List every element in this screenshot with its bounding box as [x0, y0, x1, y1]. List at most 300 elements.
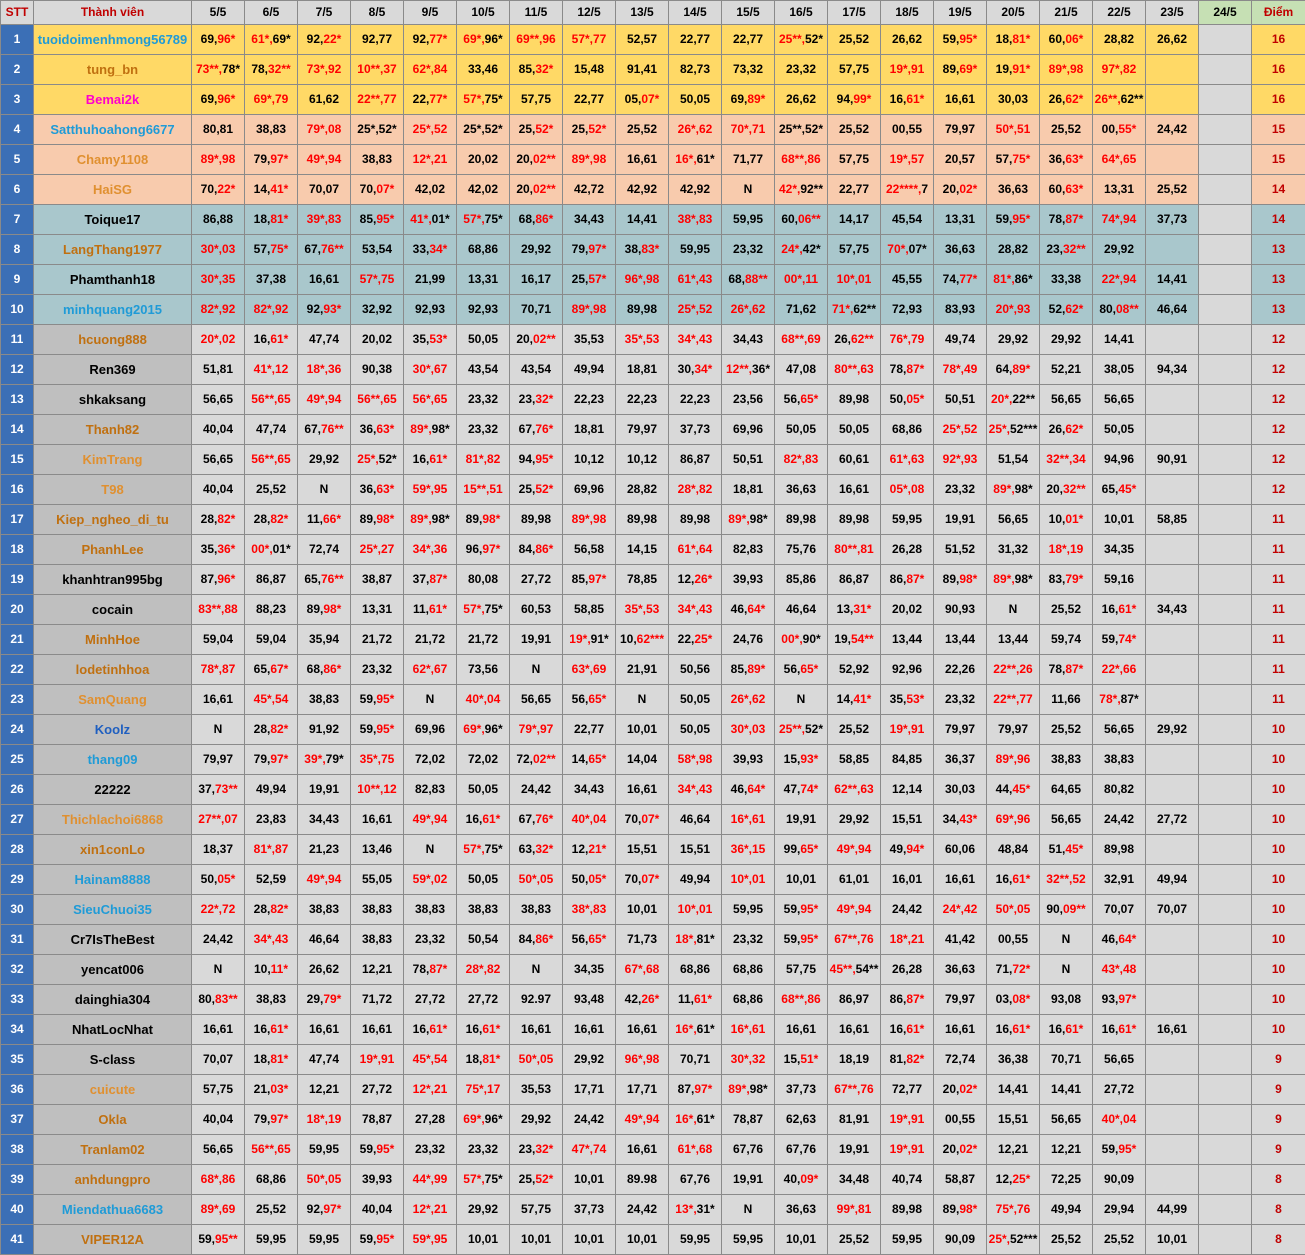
- day-result-cell: 68,86: [881, 415, 934, 445]
- day-result-cell: 56**,65: [245, 1135, 298, 1165]
- day-result-cell: 62*,84: [404, 55, 457, 85]
- day-result-cell: [1199, 1105, 1252, 1135]
- day-result-cell: 57,75: [828, 145, 881, 175]
- day-result-cell: 30*,03: [722, 715, 775, 745]
- day-result-cell: 60,63*: [1040, 175, 1093, 205]
- day-result-cell: 60,06**: [775, 205, 828, 235]
- day-result-cell: 24,42: [616, 1195, 669, 1225]
- day-result-cell: 32**,34: [1040, 445, 1093, 475]
- day-result-cell: 68**,86: [775, 985, 828, 1015]
- day-result-cell: 11,66*: [298, 505, 351, 535]
- table-row: [1, 205, 1305, 235]
- member-name: MinhHoe: [34, 625, 192, 655]
- day-result-cell: N: [192, 715, 245, 745]
- day-result-cell: 26,62: [1146, 25, 1199, 55]
- day-result-cell: 52,21: [1040, 355, 1093, 385]
- table-row: [1, 715, 1305, 745]
- day-result-cell: 22*,72: [192, 895, 245, 925]
- day-result-cell: 34,43: [298, 805, 351, 835]
- day-result-cell: 81*,87: [245, 835, 298, 865]
- member-name: Koolz: [34, 715, 192, 745]
- day-result-cell: 49,74: [934, 325, 987, 355]
- day-result-cell: 56,58: [563, 535, 616, 565]
- day-result-cell: 51,81: [192, 355, 245, 385]
- day-result-cell: 57*,75: [351, 265, 404, 295]
- day-result-cell: 42,72: [563, 175, 616, 205]
- day-result-cell: 87,97*: [669, 1075, 722, 1105]
- day-result-cell: 93,08: [1040, 985, 1093, 1015]
- day-result-cell: 67**,76: [828, 1075, 881, 1105]
- day-result-cell: 29,92: [1093, 235, 1146, 265]
- day-result-cell: 71,62: [775, 295, 828, 325]
- day-result-cell: 19,91: [510, 625, 563, 655]
- day-result-cell: 26*,62: [669, 115, 722, 145]
- day-result-cell: 28,82*: [245, 715, 298, 745]
- day-result-cell: 28,82*: [192, 505, 245, 535]
- day-result-cell: 68,86*: [510, 205, 563, 235]
- day-result-cell: 56,65*: [775, 655, 828, 685]
- day-result-cell: [1146, 775, 1199, 805]
- day-result-cell: 21,99: [404, 265, 457, 295]
- day-result-cell: 19,91*: [987, 55, 1040, 85]
- day-result-cell: 50,51: [934, 385, 987, 415]
- day-result-cell: 41*,01*: [404, 205, 457, 235]
- member-name: xin1conLo: [34, 835, 192, 865]
- day-result-cell: 19,91: [934, 505, 987, 535]
- day-result-cell: [1146, 325, 1199, 355]
- header-date: 10/5: [457, 1, 510, 25]
- day-result-cell: 57*,75*: [457, 85, 510, 115]
- table-row: [1, 1105, 1305, 1135]
- day-result-cell: 25,52: [1040, 715, 1093, 745]
- day-result-cell: 12,21: [1040, 1135, 1093, 1165]
- day-result-cell: 45,54: [881, 205, 934, 235]
- table-row: [1, 805, 1305, 835]
- day-result-cell: 59,95: [722, 895, 775, 925]
- day-result-cell: 69,96: [404, 715, 457, 745]
- day-result-cell: 90,09**: [1040, 895, 1093, 925]
- day-result-cell: 22**,77: [987, 685, 1040, 715]
- day-result-cell: 18,81*: [245, 1045, 298, 1075]
- header-date: 12/5: [563, 1, 616, 25]
- day-result-cell: 89*,98*: [987, 475, 1040, 505]
- day-result-cell: [1199, 265, 1252, 295]
- score-cell: 10: [1252, 745, 1305, 775]
- day-result-cell: 23,32: [722, 925, 775, 955]
- table-row: [1, 955, 1305, 985]
- score-cell: 13: [1252, 235, 1305, 265]
- day-result-cell: 16,61: [616, 775, 669, 805]
- day-result-cell: 30*,32: [722, 1045, 775, 1075]
- day-result-cell: 92,77: [351, 25, 404, 55]
- day-result-cell: [1146, 625, 1199, 655]
- day-result-cell: 23,32: [934, 685, 987, 715]
- header-date: 14/5: [669, 1, 722, 25]
- day-result-cell: 16,61*: [1093, 1015, 1146, 1045]
- table-row: [1, 685, 1305, 715]
- day-result-cell: 63*,69: [563, 655, 616, 685]
- day-result-cell: 49,94*: [881, 835, 934, 865]
- day-result-cell: 90,93: [934, 595, 987, 625]
- day-result-cell: 58,85: [1146, 505, 1199, 535]
- day-result-cell: 26,62**: [828, 325, 881, 355]
- day-result-cell: [1199, 985, 1252, 1015]
- day-result-cell: 49,94: [669, 865, 722, 895]
- day-result-cell: 59*,95: [404, 1225, 457, 1255]
- day-result-cell: 16,61: [1146, 1015, 1199, 1045]
- table-row: [1, 415, 1305, 445]
- day-result-cell: 14,17: [828, 205, 881, 235]
- day-result-cell: [1199, 775, 1252, 805]
- day-result-cell: 03,08*: [987, 985, 1040, 1015]
- day-result-cell: 51,54: [987, 445, 1040, 475]
- day-result-cell: 00*,01*: [245, 535, 298, 565]
- day-result-cell: 20,32**: [1040, 475, 1093, 505]
- score-cell: 10: [1252, 955, 1305, 985]
- row-number: 3: [1, 85, 34, 115]
- day-result-cell: 46,64: [669, 805, 722, 835]
- day-result-cell: 16,61*: [457, 805, 510, 835]
- row-number: 40: [1, 1195, 34, 1225]
- day-result-cell: 64*,65: [1093, 145, 1146, 175]
- day-result-cell: 56,65: [987, 505, 1040, 535]
- day-result-cell: 59,95*: [351, 685, 404, 715]
- day-result-cell: 16,61: [828, 475, 881, 505]
- day-result-cell: 92,93: [457, 295, 510, 325]
- day-result-cell: 33,34*: [404, 235, 457, 265]
- day-result-cell: N: [987, 595, 1040, 625]
- day-result-cell: 12**,36*: [722, 355, 775, 385]
- day-result-cell: 37,38: [245, 265, 298, 295]
- day-result-cell: 69*,96*: [457, 1105, 510, 1135]
- day-result-cell: 22,25*: [669, 625, 722, 655]
- day-result-cell: 32**,52: [1040, 865, 1093, 895]
- day-result-cell: 75*,76: [987, 1195, 1040, 1225]
- day-result-cell: 24*,42: [934, 895, 987, 925]
- day-result-cell: 24,42: [192, 925, 245, 955]
- day-result-cell: 21,91: [616, 655, 669, 685]
- score-cell: 12: [1252, 445, 1305, 475]
- day-result-cell: 18,81: [563, 415, 616, 445]
- day-result-cell: 84,85: [881, 745, 934, 775]
- day-result-cell: 13,31: [457, 265, 510, 295]
- day-result-cell: 71,73: [616, 925, 669, 955]
- day-result-cell: 26,62: [775, 85, 828, 115]
- day-result-cell: 15,51: [881, 805, 934, 835]
- day-result-cell: 16*,61*: [669, 1015, 722, 1045]
- header-date: 8/5: [351, 1, 404, 25]
- day-result-cell: 16,61*: [245, 1015, 298, 1045]
- day-result-cell: 56,65: [1093, 1045, 1146, 1075]
- day-result-cell: 57,75: [510, 85, 563, 115]
- day-result-cell: 18*,81*: [669, 925, 722, 955]
- day-result-cell: 94,34: [1146, 355, 1199, 385]
- row-number: 31: [1, 925, 34, 955]
- day-result-cell: [1146, 475, 1199, 505]
- row-number: 11: [1, 325, 34, 355]
- day-result-cell: 10,01*: [1040, 505, 1093, 535]
- day-result-cell: [1146, 145, 1199, 175]
- day-result-cell: 92.97: [510, 985, 563, 1015]
- day-result-cell: 38,83: [245, 985, 298, 1015]
- day-result-cell: 19*,91: [881, 55, 934, 85]
- member-name: khanhtran995bg: [34, 565, 192, 595]
- row-number: 34: [1, 1015, 34, 1045]
- day-result-cell: 34,43*: [934, 805, 987, 835]
- day-result-cell: 73*,92: [298, 55, 351, 85]
- day-result-cell: [1199, 1195, 1252, 1225]
- day-result-cell: 38,83: [351, 145, 404, 175]
- day-result-cell: 10,11*: [245, 955, 298, 985]
- day-result-cell: 35,36*: [192, 535, 245, 565]
- day-result-cell: [1146, 655, 1199, 685]
- day-result-cell: 39,93: [351, 1165, 404, 1195]
- day-result-cell: 14,65*: [563, 745, 616, 775]
- day-result-cell: 38,83: [404, 895, 457, 925]
- day-result-cell: 30*,67: [404, 355, 457, 385]
- day-result-cell: 20,02*: [934, 1075, 987, 1105]
- day-result-cell: 13,31: [1093, 175, 1146, 205]
- day-result-cell: 14,41: [1093, 325, 1146, 355]
- day-result-cell: 12*,21: [404, 145, 457, 175]
- day-result-cell: 27,72: [1146, 805, 1199, 835]
- day-result-cell: [1146, 955, 1199, 985]
- day-result-cell: 19,91: [775, 805, 828, 835]
- day-result-cell: 16,61*: [1093, 595, 1146, 625]
- day-result-cell: 15,51: [616, 835, 669, 865]
- day-result-cell: N: [510, 955, 563, 985]
- day-result-cell: 59,95: [881, 1225, 934, 1255]
- day-result-cell: 23,32*: [510, 1135, 563, 1165]
- day-result-cell: 10**,37: [351, 55, 404, 85]
- day-result-cell: [1146, 835, 1199, 865]
- day-result-cell: 22,77: [828, 175, 881, 205]
- day-result-cell: 59,16: [1093, 565, 1146, 595]
- day-result-cell: 62*,67: [404, 655, 457, 685]
- day-result-cell: 16,61*: [987, 1015, 1040, 1045]
- day-result-cell: 29,94: [1093, 1195, 1146, 1225]
- day-result-cell: 16,61*: [987, 865, 1040, 895]
- day-result-cell: 58*,98: [669, 745, 722, 775]
- day-result-cell: 90,09: [934, 1225, 987, 1255]
- day-result-cell: 70,07*: [616, 805, 669, 835]
- day-result-cell: 96*,98: [616, 265, 669, 295]
- day-result-cell: 57,75: [828, 55, 881, 85]
- day-result-cell: 57,75: [192, 1075, 245, 1105]
- day-result-cell: 35*,53: [616, 595, 669, 625]
- day-result-cell: 36,63: [934, 235, 987, 265]
- day-result-cell: 89*,98*: [987, 565, 1040, 595]
- day-result-cell: 47*,74: [563, 1135, 616, 1165]
- day-result-cell: 19*,91*: [563, 625, 616, 655]
- day-result-cell: 59,95: [881, 505, 934, 535]
- day-result-cell: 57*,77: [563, 25, 616, 55]
- header-date: 23/5: [1146, 1, 1199, 25]
- member-name: yencat006: [34, 955, 192, 985]
- day-result-cell: 15,51*: [775, 1045, 828, 1075]
- member-name: Thichlachoi6868: [34, 805, 192, 835]
- day-result-cell: [1199, 205, 1252, 235]
- day-result-cell: [1199, 85, 1252, 115]
- day-result-cell: 38,83: [351, 925, 404, 955]
- day-result-cell: 16,61*: [245, 325, 298, 355]
- day-result-cell: 00,55: [987, 925, 1040, 955]
- score-cell: 11: [1252, 625, 1305, 655]
- day-result-cell: 89,98*: [298, 595, 351, 625]
- day-result-cell: 52,92: [828, 655, 881, 685]
- day-result-cell: [1199, 295, 1252, 325]
- day-result-cell: 50,05: [669, 685, 722, 715]
- day-result-cell: 68**,69: [775, 325, 828, 355]
- day-result-cell: 49,94: [1146, 865, 1199, 895]
- score-cell: 12: [1252, 355, 1305, 385]
- table-row: [1, 325, 1305, 355]
- day-result-cell: 40,04: [192, 415, 245, 445]
- day-result-cell: 86,97: [828, 985, 881, 1015]
- table-row: [1, 235, 1305, 265]
- day-result-cell: 26,28: [881, 955, 934, 985]
- day-result-cell: 00*,11: [775, 265, 828, 295]
- day-result-cell: 65,45*: [1093, 475, 1146, 505]
- day-result-cell: 44,99: [1146, 1195, 1199, 1225]
- day-result-cell: [1146, 385, 1199, 415]
- day-result-cell: [1199, 925, 1252, 955]
- day-result-cell: 56**,65: [351, 385, 404, 415]
- day-result-cell: 56,65: [1040, 805, 1093, 835]
- day-result-cell: [1199, 1075, 1252, 1105]
- day-result-cell: 72,74: [298, 535, 351, 565]
- day-result-cell: N: [192, 955, 245, 985]
- day-result-cell: 29,92: [563, 1045, 616, 1075]
- day-result-cell: 89*,96: [987, 745, 1040, 775]
- day-result-cell: 10,01: [510, 1225, 563, 1255]
- day-result-cell: 33,46: [457, 55, 510, 85]
- day-result-cell: 31,32: [987, 535, 1040, 565]
- day-result-cell: 59,95*: [775, 925, 828, 955]
- table-row: [1, 115, 1305, 145]
- day-result-cell: 29,92: [987, 325, 1040, 355]
- day-result-cell: 23,32: [934, 475, 987, 505]
- day-result-cell: 50,05*: [563, 865, 616, 895]
- day-result-cell: 37,73: [1146, 205, 1199, 235]
- day-result-cell: N: [722, 175, 775, 205]
- table-row: [1, 295, 1305, 325]
- score-cell: 8: [1252, 1225, 1305, 1255]
- day-result-cell: 25,52: [1040, 595, 1093, 625]
- table-row: [1, 775, 1305, 805]
- day-result-cell: 41,42: [934, 925, 987, 955]
- day-result-cell: 34*,43: [245, 925, 298, 955]
- day-result-cell: 37,73**: [192, 775, 245, 805]
- day-result-cell: 25,52*: [510, 475, 563, 505]
- day-result-cell: 67,76**: [298, 235, 351, 265]
- day-result-cell: 16,61*: [404, 445, 457, 475]
- day-result-cell: 92,93*: [298, 295, 351, 325]
- day-result-cell: 12,21: [298, 1075, 351, 1105]
- day-result-cell: 16,61: [934, 865, 987, 895]
- day-result-cell: 57*,75*: [457, 205, 510, 235]
- day-result-cell: 50,05: [457, 775, 510, 805]
- day-result-cell: 69,89*: [722, 85, 775, 115]
- day-result-cell: 20,02*: [934, 1135, 987, 1165]
- row-number: 4: [1, 115, 34, 145]
- day-result-cell: 40,09*: [775, 1165, 828, 1195]
- score-cell: 10: [1252, 925, 1305, 955]
- day-result-cell: 73,32: [722, 55, 775, 85]
- day-result-cell: 25,52: [828, 715, 881, 745]
- day-result-cell: 60,06: [934, 835, 987, 865]
- row-number: 27: [1, 805, 34, 835]
- score-cell: 14: [1252, 175, 1305, 205]
- day-result-cell: 00,55: [934, 1105, 987, 1135]
- day-result-cell: 79,97: [616, 415, 669, 445]
- table-row: [1, 265, 1305, 295]
- day-result-cell: 19,91: [722, 1165, 775, 1195]
- day-result-cell: 10,01: [1093, 505, 1146, 535]
- row-number: 39: [1, 1165, 34, 1195]
- header-date: 13/5: [616, 1, 669, 25]
- day-result-cell: 24,42: [881, 895, 934, 925]
- day-result-cell: 86,87: [828, 565, 881, 595]
- day-result-cell: 50,05: [775, 415, 828, 445]
- day-result-cell: 18,37: [192, 835, 245, 865]
- header-date: 7/5: [298, 1, 351, 25]
- day-result-cell: 89,98*: [934, 565, 987, 595]
- day-result-cell: 59,95*: [351, 1135, 404, 1165]
- day-result-cell: 23,32: [457, 1135, 510, 1165]
- day-result-cell: 26**,62**: [1093, 85, 1146, 115]
- day-result-cell: 71,72*: [987, 955, 1040, 985]
- day-result-cell: 90,09: [1093, 1165, 1146, 1195]
- day-result-cell: 05*,08: [881, 475, 934, 505]
- day-result-cell: 22**,77: [351, 85, 404, 115]
- day-result-cell: 89,98: [616, 295, 669, 325]
- day-result-cell: [1199, 895, 1252, 925]
- row-number: 35: [1, 1045, 34, 1075]
- day-result-cell: 29,92: [1146, 715, 1199, 745]
- header-score: Điểm: [1252, 1, 1305, 25]
- day-result-cell: 91,92: [298, 715, 351, 745]
- day-result-cell: 60,06*: [1040, 25, 1093, 55]
- day-result-cell: 70,07: [1146, 895, 1199, 925]
- day-result-cell: 30*,03: [192, 235, 245, 265]
- day-result-cell: 12,14: [881, 775, 934, 805]
- day-result-cell: 92,22*: [298, 25, 351, 55]
- day-result-cell: N: [1040, 955, 1093, 985]
- day-result-cell: 56,65*: [563, 925, 616, 955]
- day-result-cell: 50,05*: [881, 385, 934, 415]
- day-result-cell: 50,05: [457, 325, 510, 355]
- day-result-cell: [1199, 115, 1252, 145]
- day-result-cell: 10,01: [563, 1225, 616, 1255]
- day-result-cell: 49*,94: [298, 865, 351, 895]
- day-result-cell: 50*,05: [298, 1165, 351, 1195]
- day-result-cell: [1146, 1135, 1199, 1165]
- day-result-cell: 68,88**: [722, 265, 775, 295]
- day-result-cell: 56,65*: [563, 685, 616, 715]
- day-result-cell: N: [722, 1195, 775, 1225]
- day-result-cell: 60,53: [510, 595, 563, 625]
- day-result-cell: 38,83: [298, 895, 351, 925]
- score-cell: 11: [1252, 505, 1305, 535]
- day-result-cell: 38*,83: [669, 205, 722, 235]
- day-result-cell: 73**,78*: [192, 55, 245, 85]
- day-result-cell: 70,71: [669, 1045, 722, 1075]
- header-date: 24/5: [1199, 1, 1252, 25]
- day-result-cell: 22*,66: [1093, 655, 1146, 685]
- day-result-cell: 34,48: [828, 1165, 881, 1195]
- day-result-cell: 86,87: [245, 565, 298, 595]
